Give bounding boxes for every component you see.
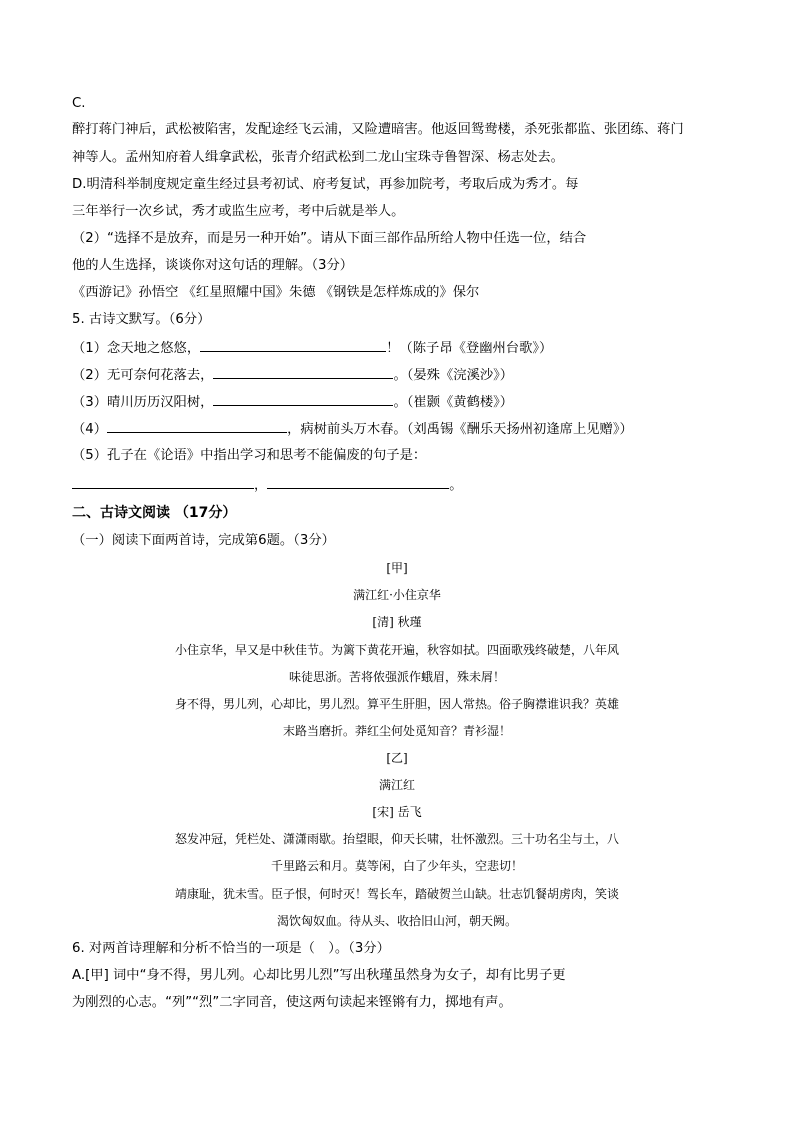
poem-jia-line-4: 末路当磨折。莽红尘何处觅知音？青衫湿！ [282,724,511,738]
question-4-option-d-line-1: D.明清科举制度规定童生经过县考初试、府考复试，再参加院考，考取后成为秀才。每 [72,177,579,192]
question-5-item-1 [72,337,552,359]
item-4-prefix: （4） [72,422,108,437]
question-4-2-line-1: （2）“选择不是放弃，而是另一种开始”。请从下面三部作品所给人物中任选一位，结合 [72,231,587,246]
answer-blank[interactable] [213,364,393,379]
answer-blank[interactable] [72,474,254,489]
question-5-item-5: （5）孔子在《论语》中指出学习和思考不能偏废的句子是： [72,448,427,463]
poem-yi-author: [宋] 岳飞 [372,805,422,819]
blank-separator: ， [254,478,268,493]
poem-jia-line-1: 小住京华，早又是中秋佳节。为篱下黄花开遍，秋容如拭。四面歌残终破楚，八年风 [174,643,619,657]
question-5-item-5-blanks [72,474,463,496]
item-3-prefix: （3）晴川历历汉阳树， [72,395,214,410]
question-4-option-c-line-2: 神等人。孟州知府着人缉拿武松，张青介绍武松到二龙山宝珠寺鲁智深、杨志处去。 [72,150,564,165]
question-6-option-a-line-1: A.[甲] 词中“身不得，男儿列。心却比男儿烈”写出秋瑾虽然身为女子，却有比男子更 [72,968,566,983]
question-5-item-3 [72,391,513,413]
poem-yi-line-1: 怒发冲冠，凭栏处、潇潇雨歇。抬望眼，仰天长啸，壮怀激烈。三十功名尘与土，八 [174,832,619,846]
answer-blank[interactable] [200,337,386,352]
question-4-2-line-2: 他的人生选择，谈谈你对这句话的理解。（3分） [72,258,354,273]
question-4-option-c-line-1: 醉打蒋门神后，武松被陷害，发配途经飞云浦，又险遭暗害。他返回鸳鸯楼，杀死张都监、张团练、蒋门 [72,122,684,137]
answer-blank[interactable] [213,391,393,406]
poem-jia-author: [清] 秋瑾 [372,615,422,629]
item-2-prefix: （2）无可奈何花落去， [72,368,214,383]
blank-end: 。 [449,478,463,493]
poem-jia-line-2: 味徒思浙。苦将侬强派作蛾眉，殊未屑！ [288,670,505,684]
question-4-2-works: 《西游记》孙悟空 《红星照耀中国》朱德 《钢铁是怎样炼成的》保尔 [72,285,480,300]
poem-yi-tag: [乙] [386,751,408,765]
question-6-option-a-line-2: 为刚烈的心志。“列”“烈”二字同音，使这两句读起来铿锵有力，掷地有声。 [72,995,512,1010]
item-4-suffix: ，病树前头万木春。（刘禹锡《酬乐天扬州初逢席上见赠》） [287,422,633,437]
question-5-item-2 [72,364,513,386]
poem-jia-line-3: 身不得，男儿列，心却比，男儿烈。算平生肝胆，因人常热。俗子胸襟谁识我？英雄 [174,697,619,711]
item-1-suffix: ！（陈子昂《登幽州台歌》） [386,341,553,356]
question-5-item-4 [72,418,633,440]
item-3-suffix: 。（崔颢《黄鹤楼》） [393,395,514,410]
poem-yi-line-4: 渴饮匈奴血。待从头、收拾旧山河，朝天阙。 [276,914,517,928]
item-1-prefix: （1）念天地之悠悠， [72,341,201,356]
question-4-option-c-label: C. [72,96,86,111]
poem-yi-title: 满江红 [378,778,415,792]
section-2-subheading: （一）阅读下面两首诗，完成第6题。（3分） [72,533,335,548]
poem-jia-tag: [甲] [386,561,408,575]
question-5-title: 5. 古诗文默写。（6分） [72,312,211,327]
section-2-heading: 二、古诗文阅读 （17分） [72,505,237,521]
poem-jia-title: 满江红·小住京华 [353,588,441,602]
poem-yi-line-2: 千里路云和月。莫等闲，白了少年头，空悲切！ [270,859,523,873]
answer-blank[interactable] [267,474,449,489]
question-4-option-d-line-2: 三年举行一次乡试，秀才或监生应考，考中后就是举人。 [72,204,405,219]
question-6-title: 6. 对两首诗理解和分析不恰当的一项是（ ）。（3分） [72,941,390,956]
poem-yi-line-3: 靖康耻，犹未雪。臣子恨，何时灭！驾长车，踏破贺兰山缺。壮志饥餐胡虏肉，笑谈 [174,887,619,901]
item-2-suffix: 。（晏殊《浣溪沙》） [393,368,514,383]
answer-blank[interactable] [107,418,287,433]
